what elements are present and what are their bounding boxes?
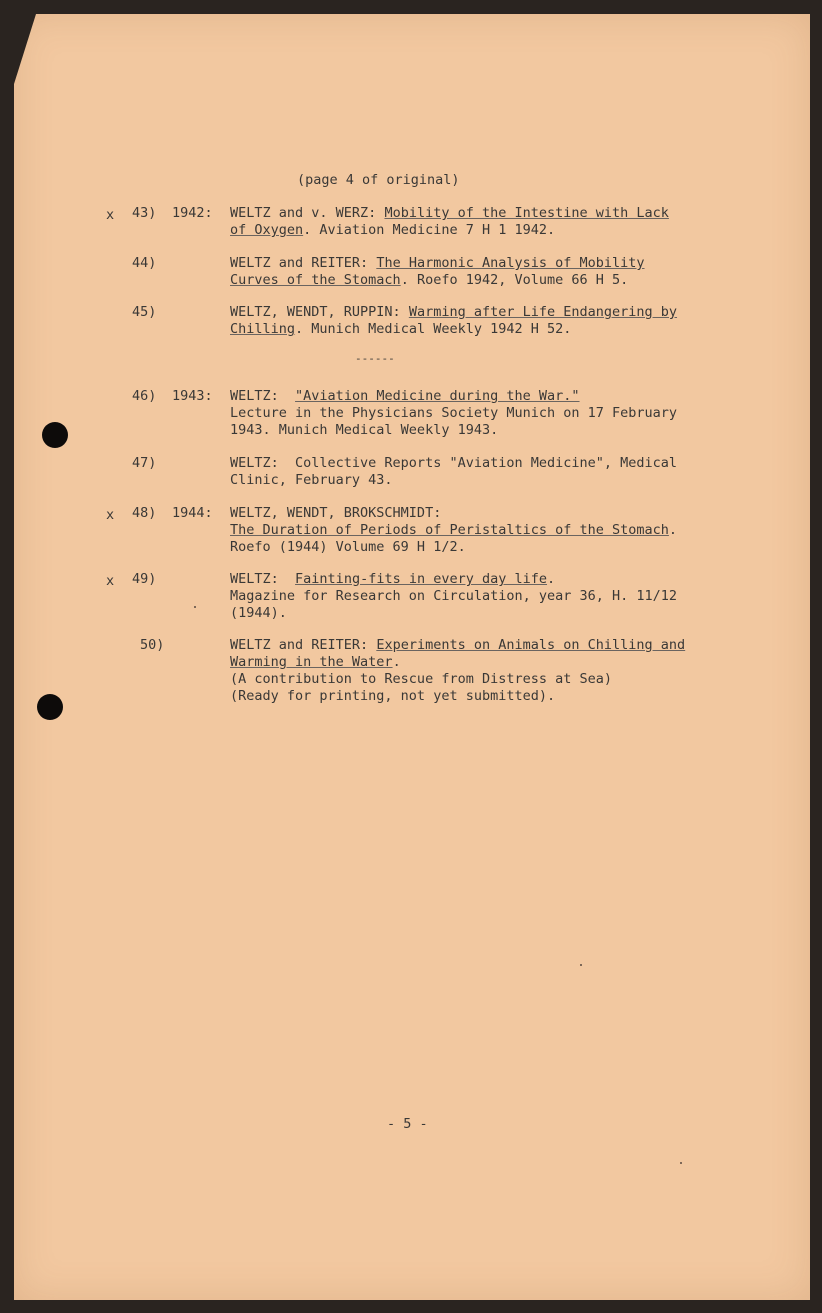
- punch-hole-top: [42, 422, 68, 448]
- entry-citation: . Munich Medical Weekly 1942 H 52.: [295, 321, 572, 337]
- entry-citation: . Aviation Medicine 7 H 1 1942.: [303, 222, 556, 238]
- separator: ------: [355, 352, 395, 365]
- entry-line: (Ready for printing, not yet submitted).: [230, 688, 556, 704]
- entry-citation: .: [547, 571, 556, 587]
- entry-authors: WELTZ:: [230, 388, 279, 404]
- entry-line: WELTZ: Collective Reports "Aviation Medicine", Medical: [230, 455, 678, 471]
- entry-number: 43): [132, 205, 157, 221]
- entry-line: [230, 388, 580, 405]
- entry-title: Experiments on Animals on Chilling and: [376, 637, 686, 653]
- entry-title: Chilling: [230, 321, 296, 337]
- entry-number: 50): [140, 637, 165, 653]
- entry-line: [230, 321, 571, 338]
- entry-title: Mobility of the Intestine with Lack: [384, 205, 669, 221]
- entry-year: 1942:: [172, 205, 213, 221]
- entry-line: [230, 272, 628, 289]
- entry-citation: .: [668, 522, 678, 538]
- entry-number: 49): [132, 571, 157, 587]
- entry-citation: .: [392, 654, 401, 670]
- entry-line: Lecture in the Physicians Society Munich on 17 February: [230, 405, 678, 421]
- punch-hole-bottom: [37, 694, 63, 720]
- entry-citation: . Roefo 1942, Volume 66 H 5.: [400, 272, 629, 288]
- entry-title: The Harmonic Analysis of Mobility: [376, 255, 645, 271]
- entry-number: 46): [132, 388, 157, 404]
- entry-line: [230, 522, 677, 539]
- entry-line: [230, 255, 645, 272]
- entry-authors: WELTZ and REITER:: [230, 255, 369, 271]
- entry-line: WELTZ, WENDT, BROKSCHMIDT:: [230, 505, 442, 521]
- entry-title: Warming after Life Endangering by: [408, 304, 678, 320]
- entry-number: 48): [132, 505, 157, 521]
- torn-corner: [14, 14, 36, 84]
- entry-mark: x: [106, 207, 115, 223]
- entry-line: [230, 304, 677, 321]
- entry-line: [230, 205, 669, 222]
- entry-number: 47): [132, 455, 157, 471]
- entry-number: 44): [132, 255, 157, 271]
- speck: [194, 606, 196, 608]
- speck: [580, 964, 582, 966]
- entry-year: 1943:: [172, 388, 213, 404]
- entry-line: [230, 637, 685, 654]
- entry-line: [230, 571, 555, 588]
- entry-authors: WELTZ and v. WERZ:: [230, 205, 377, 221]
- entry-authors: WELTZ, WENDT, RUPPIN:: [230, 304, 401, 320]
- entry-authors: WELTZ:: [230, 571, 279, 587]
- entry-title: The Duration of Periods of Peristaltics of the Stomach: [230, 522, 669, 538]
- page-number: - 5 -: [387, 1116, 428, 1132]
- entry-number: 45): [132, 304, 157, 320]
- entry-line: Roefo (1944) Volume 69 H 1/2.: [230, 539, 466, 555]
- entry-title: Fainting-fits in every day life: [295, 571, 548, 587]
- entry-line: Clinic, February 43.: [230, 472, 393, 488]
- entry-mark: x: [106, 573, 115, 589]
- entry-title: "Aviation Medicine during the War.": [295, 388, 580, 404]
- entry-line: Magazine for Research on Circulation, year 36, H. 11/12: [230, 588, 678, 604]
- entry-mark: x: [106, 507, 115, 523]
- entry-title: Warming in the Water: [230, 654, 393, 670]
- entry-line: (1944).: [230, 605, 287, 621]
- entry-title: of Oxygen: [230, 222, 304, 238]
- entry-title: Curves of the Stomach: [230, 272, 401, 288]
- entry-line: (A contribution to Rescue from Distress at Sea): [230, 671, 613, 687]
- speck: [680, 1162, 682, 1164]
- entry-line: [230, 654, 401, 671]
- entry-line: 1943. Munich Medical Weekly 1943.: [230, 422, 499, 438]
- entry-authors: WELTZ and REITER:: [230, 637, 369, 653]
- entry-line: [230, 222, 555, 239]
- page-header: (page 4 of original): [297, 172, 460, 188]
- entry-year: 1944:: [172, 505, 213, 521]
